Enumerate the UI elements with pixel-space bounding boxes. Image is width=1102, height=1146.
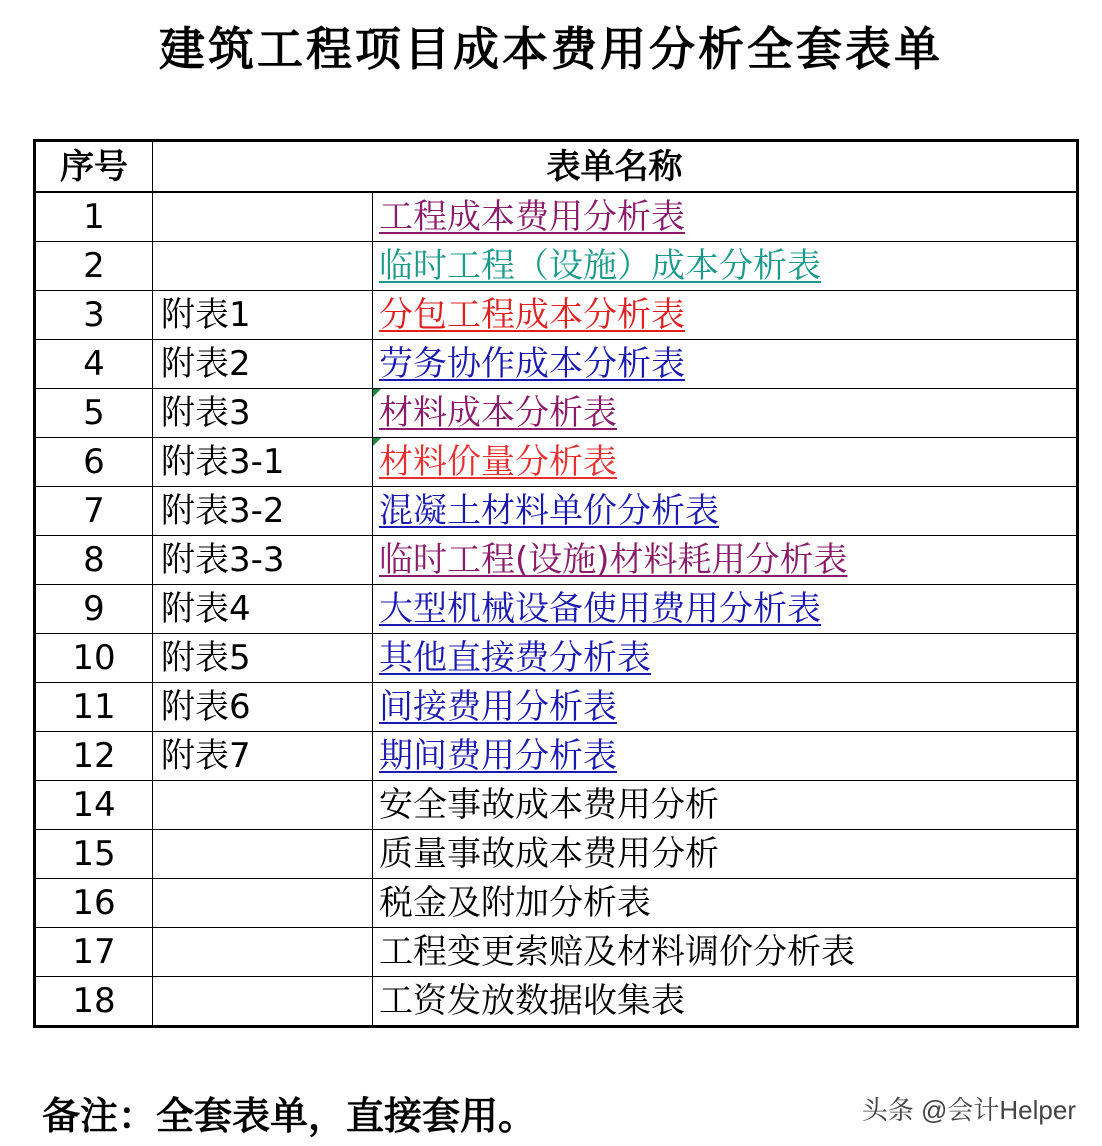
form-link[interactable]: 混凝土材料单价分析表 xyxy=(379,491,719,531)
form-list-table xyxy=(33,139,1079,1028)
table-row xyxy=(35,928,1078,977)
table-row xyxy=(35,879,1078,928)
watermark: 头条 @会计Helper xyxy=(861,1095,1076,1125)
row-form-name-cell xyxy=(373,781,1078,830)
table-row xyxy=(35,487,1078,536)
row-appendix-label xyxy=(153,192,373,242)
row-appendix-label xyxy=(153,781,373,830)
row-form-name-cell xyxy=(373,389,1078,438)
row-appendix-label xyxy=(153,830,373,879)
table-row xyxy=(35,977,1078,1027)
form-name: 工资发放数据收集表 xyxy=(379,981,685,1021)
form-link[interactable]: 分包工程成本分析表 xyxy=(379,295,685,335)
row-number: 15 xyxy=(35,830,153,879)
row-number: 17 xyxy=(35,928,153,977)
row-number: 9 xyxy=(35,585,153,634)
form-link[interactable]: 大型机械设备使用费用分析表 xyxy=(379,589,821,629)
row-form-name-cell xyxy=(373,830,1078,879)
row-appendix-label: 附表4 xyxy=(153,585,373,634)
row-form-name-cell xyxy=(373,192,1078,242)
page-title: 建筑工程项目成本费用分析全套表单 xyxy=(159,22,943,76)
row-appendix-label xyxy=(153,242,373,291)
form-name: 税金及附加分析表 xyxy=(379,883,651,923)
row-number: 6 xyxy=(35,438,153,487)
table-row xyxy=(35,389,1078,438)
table-row xyxy=(35,536,1078,585)
row-appendix-label: 附表3-2 xyxy=(153,487,373,536)
row-number: 7 xyxy=(35,487,153,536)
table-row xyxy=(35,634,1078,683)
row-number: 5 xyxy=(35,389,153,438)
table-row xyxy=(35,340,1078,389)
row-number: 16 xyxy=(35,879,153,928)
table-row xyxy=(35,192,1078,242)
row-appendix-label xyxy=(153,928,373,977)
row-form-name-cell xyxy=(373,340,1078,389)
row-appendix-label: 附表5 xyxy=(153,634,373,683)
form-link[interactable]: 临时工程(设施)材料耗用分析表 xyxy=(379,540,848,580)
form-link[interactable]: 材料成本分析表 xyxy=(379,393,617,433)
table-row xyxy=(35,291,1078,340)
form-link[interactable]: 间接费用分析表 xyxy=(379,687,617,727)
row-appendix-label: 附表7 xyxy=(153,732,373,781)
row-appendix-label xyxy=(153,879,373,928)
table-row xyxy=(35,438,1078,487)
row-form-name-cell xyxy=(373,585,1078,634)
row-appendix-label: 附表3-1 xyxy=(153,438,373,487)
table-row xyxy=(35,683,1078,732)
row-appendix-label: 附表3 xyxy=(153,389,373,438)
row-number: 4 xyxy=(35,340,153,389)
table-body xyxy=(35,192,1078,1027)
row-number: 2 xyxy=(35,242,153,291)
row-form-name-cell xyxy=(373,242,1078,291)
table-header-row xyxy=(35,141,1078,193)
row-number: 1 xyxy=(35,192,153,242)
form-link[interactable]: 期间费用分析表 xyxy=(379,736,617,776)
row-number: 10 xyxy=(35,634,153,683)
row-number: 12 xyxy=(35,732,153,781)
row-number: 3 xyxy=(35,291,153,340)
form-link[interactable]: 材料价量分析表 xyxy=(379,442,617,482)
footer-note: 备注：全套表单，直接套用。 xyxy=(42,1094,537,1138)
form-name: 安全事故成本费用分析 xyxy=(379,785,719,825)
row-form-name-cell xyxy=(373,438,1078,487)
row-form-name-cell xyxy=(373,536,1078,585)
form-name: 质量事故成本费用分析 xyxy=(379,834,719,874)
row-form-name-cell xyxy=(373,683,1078,732)
row-appendix-label: 附表2 xyxy=(153,340,373,389)
row-number: 8 xyxy=(35,536,153,585)
comment-marker-icon xyxy=(373,438,381,446)
table-row xyxy=(35,242,1078,291)
row-form-name-cell xyxy=(373,928,1078,977)
row-form-name-cell xyxy=(373,291,1078,340)
form-link[interactable]: 劳务协作成本分析表 xyxy=(379,344,685,384)
form-name: 工程变更索赔及材料调价分析表 xyxy=(379,932,855,972)
table-row xyxy=(35,830,1078,879)
form-link[interactable]: 工程成本费用分析表 xyxy=(379,197,685,237)
row-form-name-cell xyxy=(373,977,1078,1027)
form-link[interactable]: 其他直接费分析表 xyxy=(379,638,651,678)
row-form-name-cell xyxy=(373,879,1078,928)
form-link[interactable]: 临时工程（设施）成本分析表 xyxy=(379,246,821,286)
row-appendix-label xyxy=(153,977,373,1027)
row-form-name-cell xyxy=(373,732,1078,781)
row-appendix-label: 附表6 xyxy=(153,683,373,732)
comment-marker-icon xyxy=(373,389,381,397)
row-number: 11 xyxy=(35,683,153,732)
header-no: 序号 xyxy=(35,141,153,193)
row-form-name-cell xyxy=(373,634,1078,683)
row-number: 14 xyxy=(35,781,153,830)
row-appendix-label: 附表1 xyxy=(153,291,373,340)
table-row xyxy=(35,732,1078,781)
row-appendix-label: 附表3-3 xyxy=(153,536,373,585)
row-form-name-cell xyxy=(373,487,1078,536)
row-number: 18 xyxy=(35,977,153,1027)
table-row xyxy=(35,781,1078,830)
header-name: 表单名称 xyxy=(153,141,1078,193)
table-row xyxy=(35,585,1078,634)
